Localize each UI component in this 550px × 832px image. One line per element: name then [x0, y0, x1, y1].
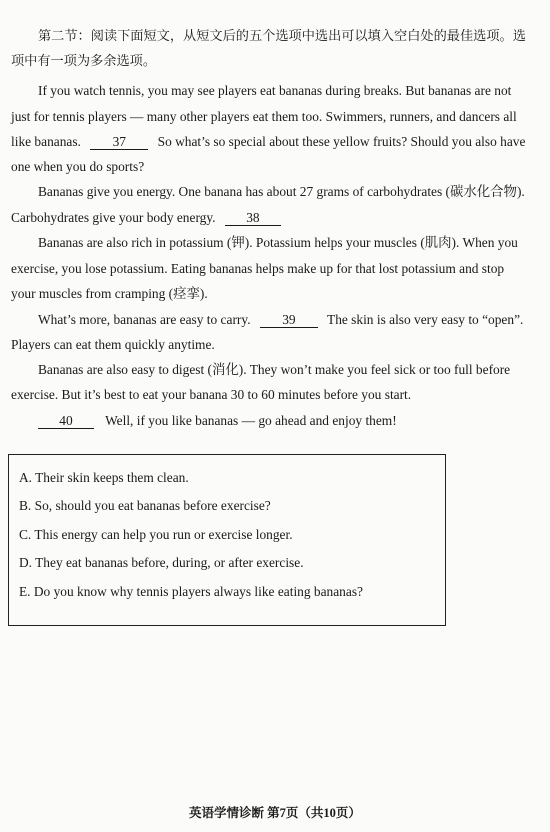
passage-p3-line-2: exercise, you lose potassium. Eating bananas helps make up for that lost potassium and stop: [11, 261, 505, 276]
option-a: A. Their skin keeps them clean.: [19, 470, 189, 485]
section-instruction-line-2: 项中有一项为多余选项。: [11, 53, 157, 68]
passage-text: Well, if you like bananas — go ahead and enjoy them!: [105, 413, 397, 428]
passage-text: Carbohydrates give your body energy.: [11, 210, 216, 225]
blank-40: 40: [38, 413, 94, 429]
passage-p5-line-1: Bananas are also easy to digest (消化). They won’t make you feel sick or too full before: [38, 362, 511, 377]
passage-p1-line-2: just for tennis players — many other players eat them too. Swimmers, runners, and dancers all: [11, 109, 517, 124]
passage-p3-line-3: your muscles from cramping (痉挛).: [11, 286, 208, 301]
passage-p2-line-1: Bananas give you energy. One banana has about 27 grams of carbohydrates (碳水化合物).: [38, 184, 525, 199]
passage-p3-line-1: Bananas are also rich in potassium (钾). Potassium helps your muscles (肌肉). When you: [38, 235, 518, 250]
option-d: D. They eat bananas before, during, or after exercise.: [19, 555, 304, 570]
blank-37: 37: [90, 134, 148, 150]
section-instruction-line-1: 第二节：阅读下面短文，从短文后的五个选项中选出可以填入空白处的最佳选项。选: [38, 28, 526, 43]
page-footer: 英语学情诊断 第7页（共10页）: [189, 806, 361, 820]
option-c: C. This energy can help you run or exercise longer.: [19, 527, 293, 542]
passage-p5-line-2: exercise. But it’s best to eat your banana 30 to 60 minutes before you start.: [11, 387, 412, 402]
options-box: [8, 454, 446, 626]
passage-p4-line-2: Players can eat them quickly anytime.: [11, 337, 215, 352]
passage-text: like bananas.: [11, 134, 81, 149]
blank-39: 39: [260, 312, 318, 328]
option-e: E. Do you know why tennis players always like eating bananas?: [19, 584, 363, 599]
passage-text: So what’s so special about these yellow fruits? Should you also have: [157, 134, 526, 149]
passage-p2-line-2: [11, 209, 281, 227]
passage-p1-line-4: one when you do sports?: [11, 159, 145, 174]
passage-text: The skin is also very easy to “open”.: [327, 312, 524, 327]
passage-p6-line-1: [38, 412, 397, 430]
passage-p1-line-3: [11, 133, 525, 151]
blank-38: 38: [225, 210, 281, 226]
passage-p4-line-1: [38, 311, 523, 329]
passage-p1-line-1: If you watch tennis, you may see players eat bananas during breaks. But bananas are not: [38, 83, 512, 98]
passage-text: What’s more, bananas are easy to carry.: [38, 312, 251, 327]
option-b: B. So, should you eat bananas before exercise?: [19, 498, 271, 513]
